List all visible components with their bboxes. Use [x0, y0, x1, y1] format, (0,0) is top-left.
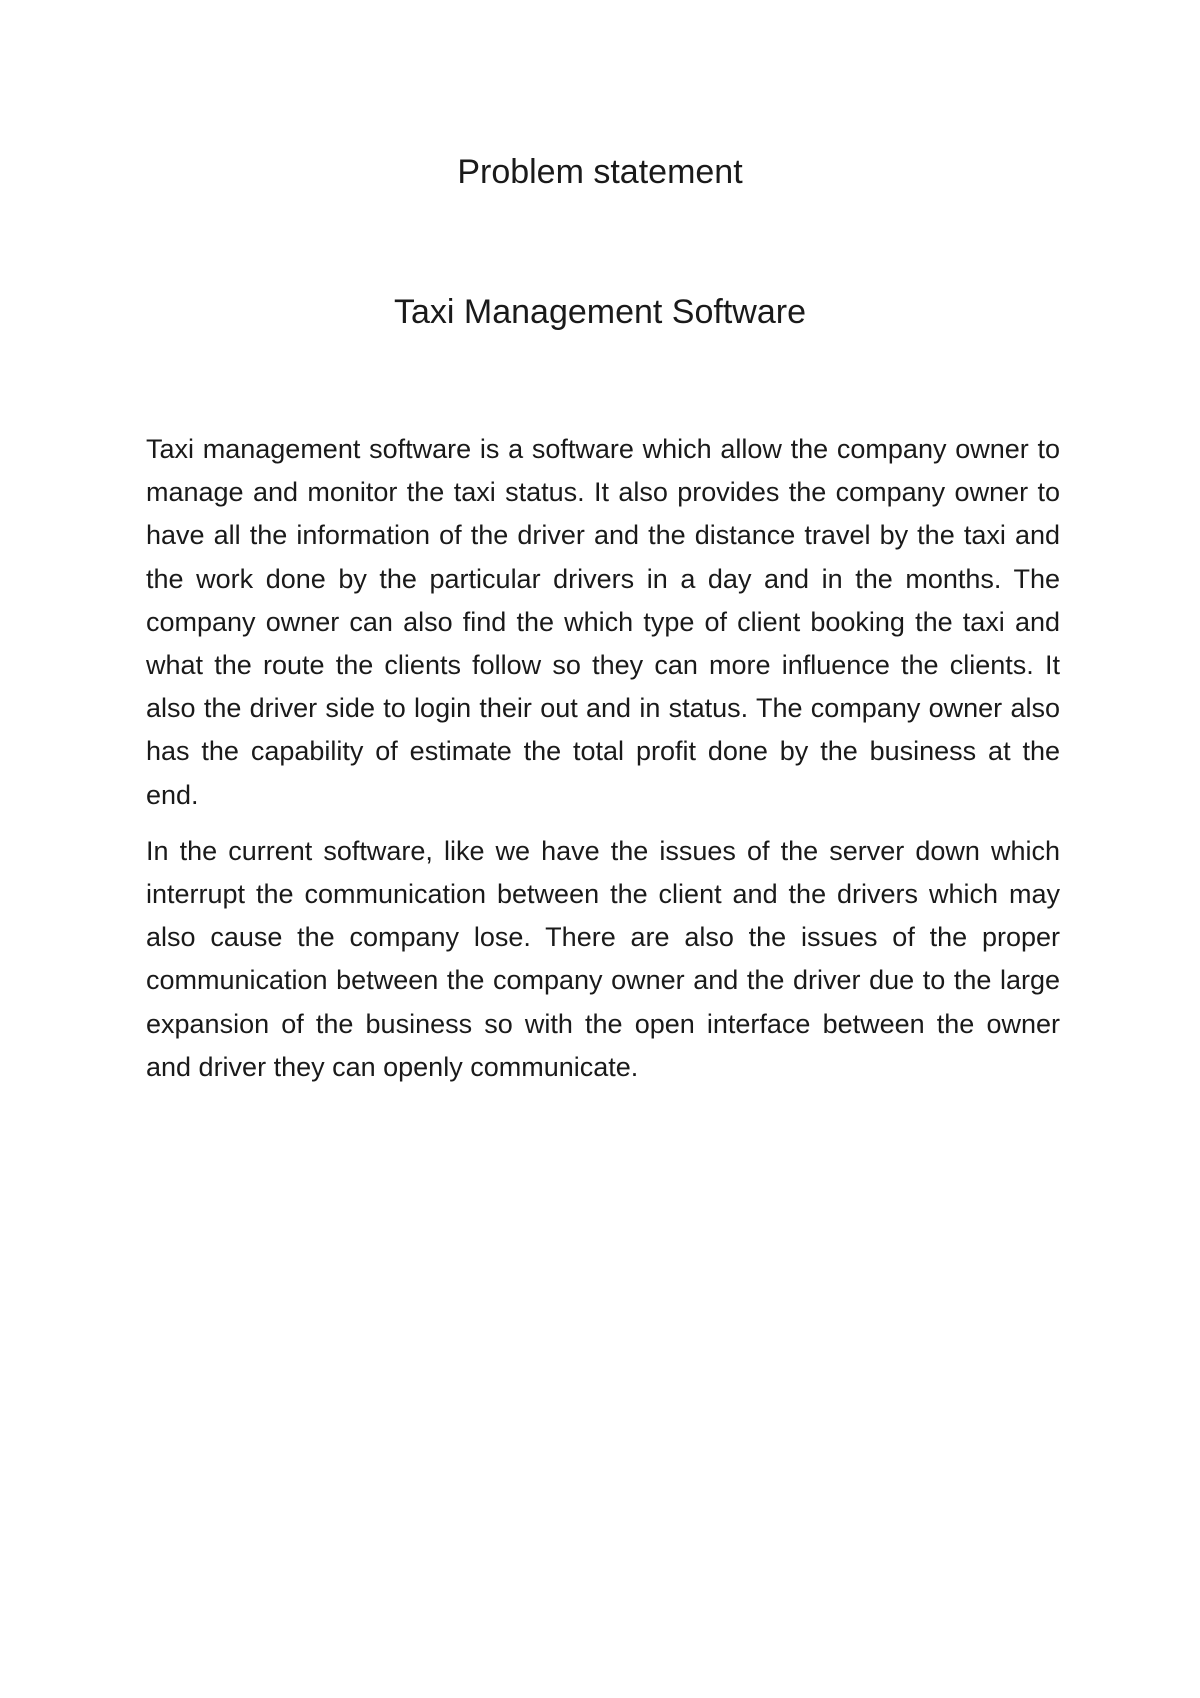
page-title: Problem statement — [457, 153, 743, 191]
paragraph-current-issues: In the current software, like we have the issues of the server down which interrupt the communication between the client and the drivers which may also cause the company lose. There are also the issues of the proper communication between the company owner and the driver due to the large expansion of the business so with the open interface between the owner and driver they can openly communicate. — [146, 835, 1060, 1082]
document-body — [146, 428, 1060, 1102]
paragraph-overview: Taxi management software is a software which allow the company owner to manage and monitor the taxi status. It also provides the company owner to have all the information of the driver and the distance travel by the taxi and the work done by the particular drivers in a day and in the months. The company owner can also find the which type of client booking the taxi and what the route the clients follow so they can more influence the clients. It also the driver side to login their out and in status. The company owner also has the capability of estimate the total profit done by the business at the end. — [146, 434, 1060, 810]
page-subtitle: Taxi Management Software — [394, 293, 806, 331]
